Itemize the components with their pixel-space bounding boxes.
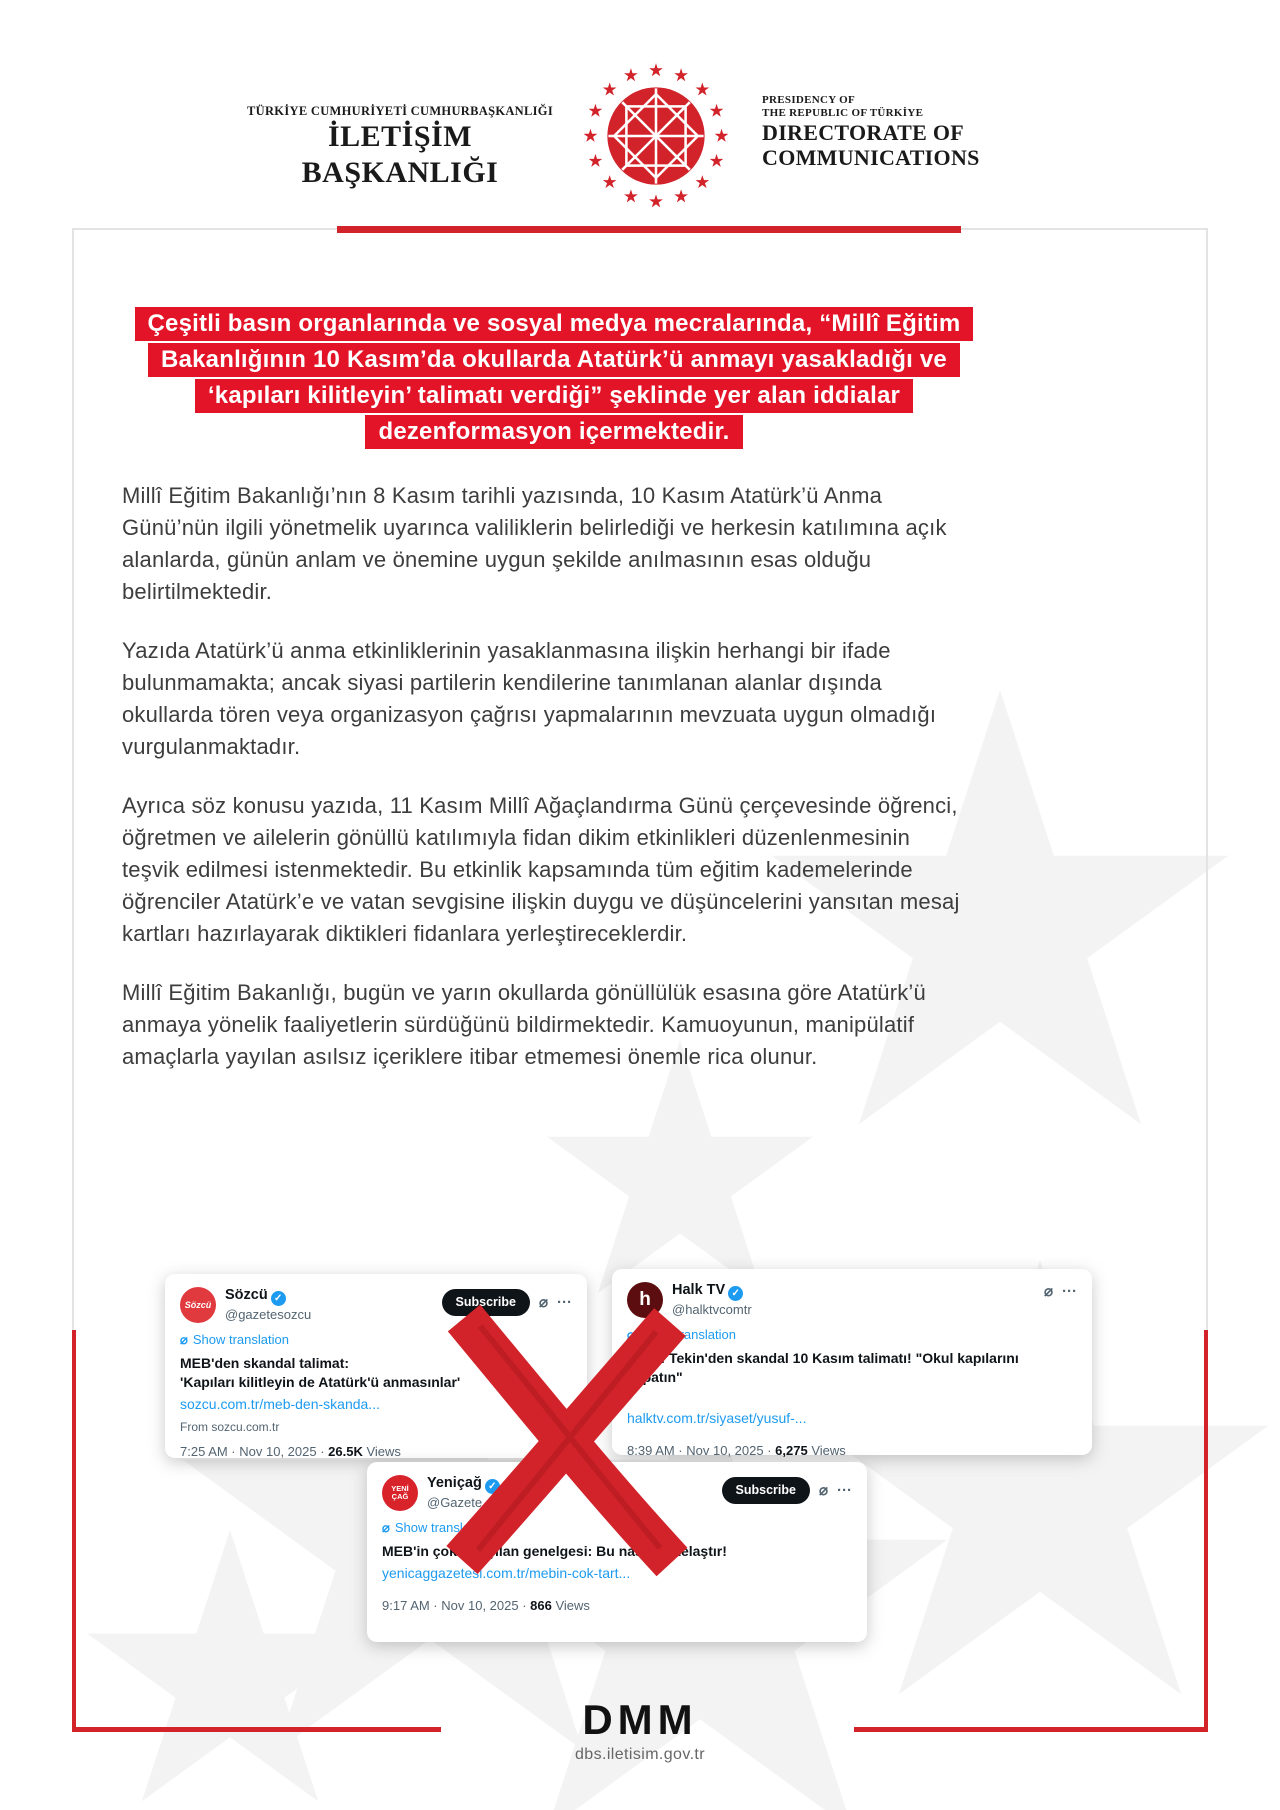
tweet-timestamp: 9:17 AM · Nov 10, 2025 · 866 Views [382,1598,590,1613]
headline-line-2: Bakanlığının 10 Kasım’da okullarda Atatürk’ü anmayı yasakladığı ve [148,343,960,377]
views-count: 26.5K [328,1444,363,1459]
statement-card [72,228,1208,1730]
tweet-link[interactable]: sozcu.com.tr/meb-den-skanda... [180,1396,380,1412]
headline-line-1: Çeşitli basın organlarında ve sosyal medya mecralarında, “Millî Eğitim [135,307,974,341]
show-translation-link[interactable]: ⌀ Show translation [382,1520,491,1535]
directorate-line-tr: İLETİŞİM BAŞKANLIĞI [301,120,499,189]
translate-icon: ⌀ [627,1327,635,1342]
subscribe-button[interactable]: Subscribe [722,1477,810,1504]
grok-icon[interactable]: ⌀ [538,1294,548,1311]
avatar-label: h [639,1289,651,1310]
avatar-label: ÇAĞ [391,1492,409,1501]
presidency-line-en-2: THE REPUBLIC OF TÜRKİYE [762,107,924,119]
show-translation-link[interactable]: ⌀ Show translation [627,1327,736,1342]
more-icon[interactable]: ··· [837,1482,852,1499]
headline-line-3: ‘kapıları kilitleyin’ talimatı verdiği” şeklinde yer alan iddialar [195,379,913,413]
tweet-text: 'Kapıları kilitleyin de Atatürk'ü anmasınlar' [180,1374,461,1390]
translate-icon: ⌀ [180,1332,188,1347]
footer-url[interactable]: dbs.iletisim.gov.tr [574,1746,705,1763]
directorate-line-en-1: DIRECTORATE OF [762,120,965,145]
views-count: 6,275 [775,1443,808,1458]
org-name-turkish [235,104,565,191]
verified-badge-icon: ✓ [271,1291,286,1306]
avatar-label: Sözcü [184,1300,212,1310]
paragraph-4: Millî Eğitim Bakanlığı, bugün ve yarın okullarda gönüllülük esasına göre Atatürk’ü anmaya yönelik faaliyetlerin sürdüğünü bildirmektedir. Kamuoyunun, manipülatif amaçlarla yayılan asılsız içeriklere itibar etmemesi önemle rica olunur. [122,980,926,1069]
verified-badge-icon: ✓ [485,1479,500,1494]
presidency-line-en-1: PRESIDENCY OF [762,94,856,106]
presidency-line-tr: TÜRKİYE CUMHURİYETİ CUMHURBAŞKANLIĞI [247,104,553,118]
paragraph-2: Yazıda Atatürk’ü anma etkinliklerinin yasaklanmasına ilişkin herhangi bir ifade bulunmamakta; ancak siyasi partilerin kendilerine tanımlanan alanlar dışında okullarda tören veya organizasyon çağrısı yapmalarının mevzuata uygun olmadığı vurgulanmaktadır. [122,638,937,759]
account-name: Sözcü ✓ [225,1287,442,1306]
subscribe-button[interactable]: Subscribe [442,1289,530,1316]
avatar-label: YENİ [391,1484,409,1493]
headline-block [104,306,1004,450]
more-icon[interactable]: ··· [1062,1283,1077,1300]
more-icon[interactable]: ··· [557,1294,572,1311]
account-name: Yeniçağ ✓ [427,1475,722,1494]
show-translation-link[interactable]: ⌀ Show translation [180,1332,289,1347]
avatar [180,1287,216,1323]
left-red-accent [72,1330,76,1732]
grok-icon[interactable]: ⌀ [1043,1283,1053,1300]
paragraph-1: Millî Eğitim Bakanlığı’nın 8 Kasım tarihli yazısında, 10 Kasım Atatürk’ü Anma Günü’nün ilgili yönetmelik uyarınca valiliklerin belirlediği ve herkesin katılımına açık alanlarda, günün anlam ve önemine uygun şekilde anılmasının esas olduğu belirtilmektedir. [122,483,947,604]
directorate-line-en-2: COMMUNICATIONS [762,145,980,170]
tweet-timestamp: 8:39 AM · Nov 10, 2025 · 6,275 Views [627,1443,846,1458]
avatar [382,1475,418,1511]
footer [0,1698,1280,1764]
headline-line-4: dezenformasyon içermektedir. [365,415,742,449]
presidency-emblem-icon [582,62,730,210]
verified-badge-icon: ✓ [728,1286,743,1301]
org-name-english [762,94,1062,170]
account-handle: @halktvcomtr [672,1302,752,1317]
tweet-link[interactable]: halktv.com.tr/siyaset/yusuf-... [627,1410,807,1426]
statement-body [122,480,970,1073]
top-red-accent [337,226,961,233]
tweet-timestamp: 7:25 AM · Nov 10, 2025 · 26.5K Views [180,1444,401,1459]
right-red-accent [1204,1330,1208,1732]
account-name: Halk TV ✓ [672,1282,1044,1301]
translate-icon: ⌀ [382,1520,390,1535]
tweet-text: Yusuf Tekin'den skandal 10 Kasım talimatı! "Okul kapılarını kapatın" [627,1350,1019,1385]
account-handle: @gazetesozcu [225,1307,312,1322]
red-x-mark-icon [432,1292,702,1587]
tweet-source: From sozcu.com.tr [180,1420,280,1434]
views-count: 866 [530,1598,552,1613]
tweet-text-bold: MEB'den skandal talimat: [180,1355,350,1371]
tweet-link[interactable]: yenicaggazetesi.com.tr/mebin-cok-tart... [382,1565,631,1581]
dmm-logo: DMM [582,1696,698,1743]
account-handle: @Gazete_Yenicag [427,1495,536,1510]
tweet-text: MEB'in çok tartışılan genelgesi: Bu nasıl bir telaştır! [382,1543,727,1559]
grok-icon[interactable]: ⌀ [818,1482,828,1499]
paragraph-3: Ayrıca söz konusu yazıda, 11 Kasım Millî Ağaçlandırma Günü çerçevesinde öğrenci, öğretmen ve ailelerin gönüllü katılımıyla fidan dikim etkinlikleri düzenlenmesinin teşvik edilmesi istenmektedir. Bu etkinlik kapsamında tüm eğitim kademelerinde öğrenciler Atatürk’e ve vatan sevgisine ilişkin duygu ve düşüncelerini yansıtan mesaj kartları hazırlayarak diktikleri fidanlara yerleştireceklerdir. [122,793,960,946]
